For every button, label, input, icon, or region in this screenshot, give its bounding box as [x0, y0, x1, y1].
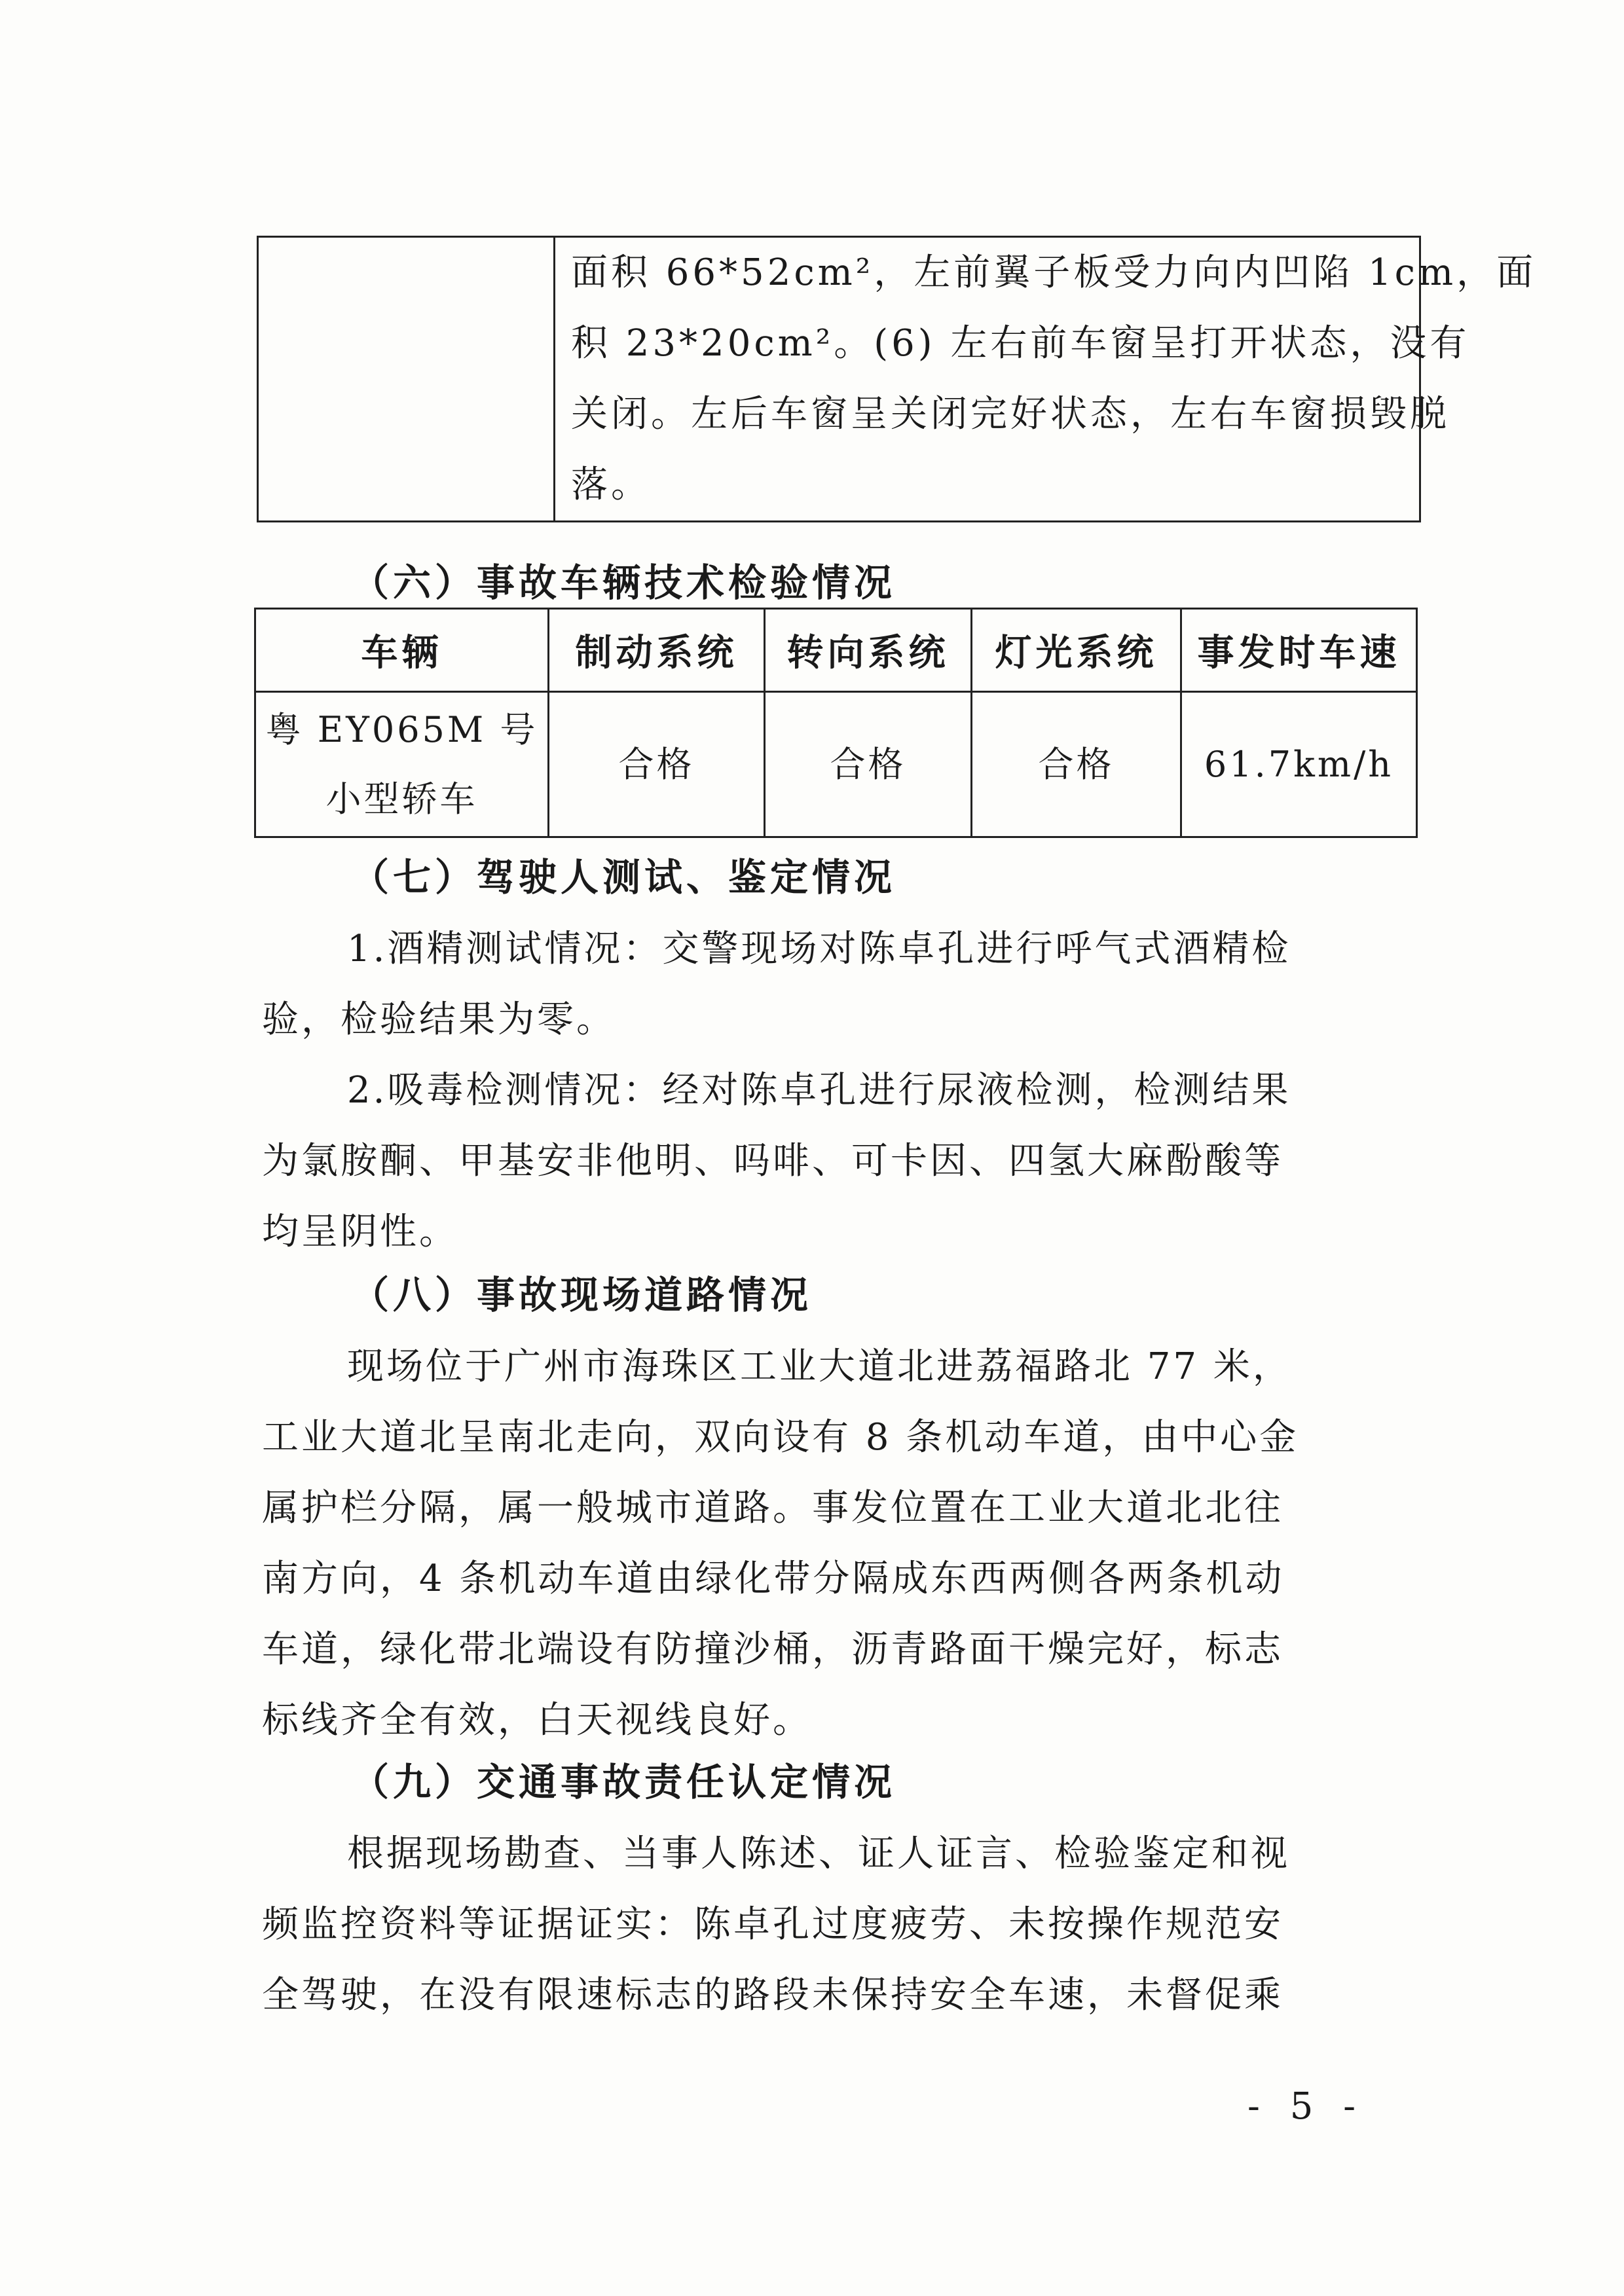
table-row	[255, 692, 1417, 837]
braking-result: 合格	[549, 692, 765, 837]
section-heading-road-conditions: （八）事故现场道路情况	[351, 1273, 813, 1317]
text-line: 工业大道北呈南北走向，双向设有 8 条机动车道，由中心金	[262, 1416, 1299, 1459]
text-line: 全驾驶，在没有限速标志的路段未保持安全车速，未督促乘	[262, 1974, 1283, 2016]
vehicle-cell	[255, 692, 549, 837]
text-line: 属护栏分隔，属一般城市道路。事发位置在工业大道北北往	[262, 1487, 1283, 1529]
text-line: 验，检验结果为零。	[262, 998, 616, 1041]
section-heading-driver-test: （七）驾驶人测试、鉴定情况	[351, 855, 896, 900]
vehicle-plate: 粤 EY065M 号	[265, 708, 538, 750]
text-line: 现场位于广州市海珠区工业大道北进荔福路北 77 米，	[347, 1345, 1292, 1388]
page-number: - 5 -	[1247, 2085, 1365, 2128]
table-header-row	[255, 609, 1417, 692]
vehicle-damage-table-continued	[257, 236, 1537, 522]
text-line: 根据现场勘查、当事人陈述、证人证言、检验鉴定和视	[347, 1832, 1290, 1875]
text-line: 南方向，4 条机动车道由绿化带分隔成东西两侧各两条机动	[262, 1558, 1285, 1600]
empty-cell	[258, 237, 555, 522]
text-line: 车道，绿化带北端设有防撞沙桶，沥青路面干燥完好，标志	[262, 1628, 1283, 1671]
vehicle-inspection-table	[254, 608, 1418, 838]
text-line: 落。	[571, 464, 651, 506]
text-line: 频监控资料等证据证实：陈卓孔过度疲劳、未按操作规范安	[262, 1903, 1283, 1946]
text-line: 2.吸毒检测情况：经对陈卓孔进行尿液检测，检测结果	[347, 1069, 1291, 1112]
text-line: 关闭。左后车窗呈关闭完好状态，左右车窗损毁脱	[571, 393, 1450, 435]
text-line: 面积 66*52cm²，左前翼子板受力向内凹陷 1cm，面	[571, 251, 1537, 294]
column-header-speed: 事发时车速	[1181, 609, 1417, 692]
section-heading-vehicle-inspection: （六）事故车辆技术检验情况	[351, 560, 896, 605]
column-header-vehicle: 车辆	[255, 609, 549, 692]
road-conditions-paragraph	[262, 1332, 1342, 1756]
table-row	[258, 237, 1420, 522]
text-line: 为氯胺酮、甲基安非他明、吗啡、可卡因、四氢大麻酚酸等	[262, 1140, 1283, 1182]
column-header-braking: 制动系统	[549, 609, 765, 692]
steering-result: 合格	[765, 692, 972, 837]
liability-paragraph	[262, 1819, 1342, 2031]
vehicle-type: 小型轿车	[325, 778, 478, 820]
column-header-lighting: 灯光系统	[972, 609, 1181, 692]
text-line: 1.酒精测试情况：交警现场对陈卓孔进行呼气式酒精检	[347, 928, 1291, 970]
text-line: 标线齐全有效，白天视线良好。	[262, 1699, 812, 1741]
damage-description	[555, 238, 1537, 520]
text-line: 积 23*20cm²。(6) 左右前车窗呈打开状态，没有	[571, 322, 1470, 365]
damage-description-cell	[555, 237, 1537, 522]
section-heading-liability: （九）交通事故责任认定情况	[351, 1760, 896, 1804]
lighting-result: 合格	[972, 692, 1181, 837]
column-header-steering: 转向系统	[765, 609, 972, 692]
speed-value: 61.7km/h	[1181, 692, 1417, 837]
text-line: 均呈阴性。	[262, 1211, 458, 1253]
driver-test-paragraph	[262, 914, 1342, 1267]
